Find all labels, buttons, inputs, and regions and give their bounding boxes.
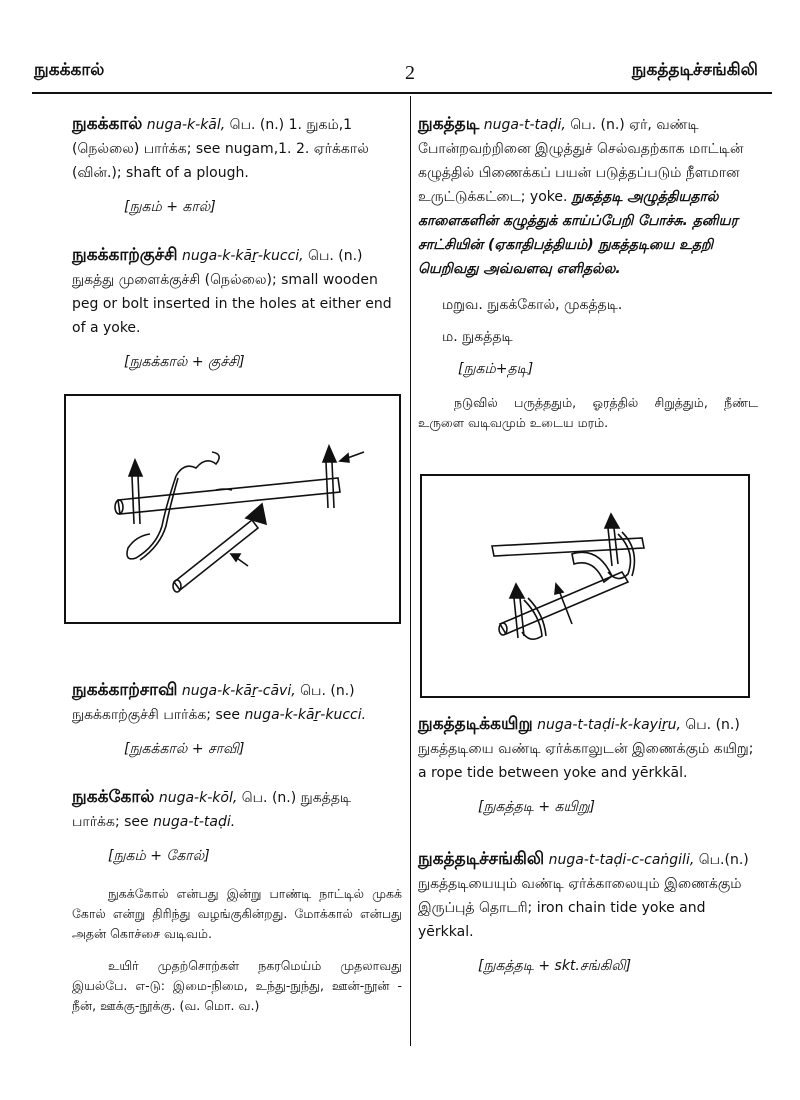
- header-rule: [32, 92, 772, 94]
- entry-nugattadikkayiru: [418, 712, 758, 785]
- transliteration: nuga-t-taḍi-k-kayiṟu,: [537, 717, 681, 733]
- headword: நுகக்காற்சாவி: [72, 680, 178, 700]
- transliteration: nuga-t-taḍi-c-caṅgili,: [548, 852, 695, 868]
- see-reference: nuga-k-kāṟ-kucci.: [244, 707, 367, 723]
- synonyms: மறுவ. நுகக்கோல், முகத்தடி.: [442, 297, 623, 313]
- entry-nugakkarkucci: [72, 243, 402, 340]
- transliteration: nuga-k-kāl,: [146, 117, 226, 133]
- headword: நுகக்காற்குச்சி: [72, 245, 178, 265]
- definition: பெ. (n.) நுகத்து முளைக்குச்சி (நெல்லை); small wooden peg or bolt inserted in the holes at either end of a yoke.: [72, 248, 392, 336]
- usage-note: நுகக்கோல் என்பது இன்று பாண்டி நாட்டில் முகக் கோல் என்று திரிந்து வழங்குகின்றது. மோக்கால் என்பது அதன் கொச்சை வடிவம்.: [72, 886, 402, 941]
- running-head-left: நுகக்கால்: [34, 60, 105, 80]
- yoke-peg-drawing: [66, 396, 399, 622]
- headword: நுகத்தடி: [418, 114, 480, 134]
- etymology: [நுகத்தடி + skt.சங்கிலி]: [478, 958, 632, 974]
- column-divider: [410, 96, 411, 1046]
- entry-nugakkol: [72, 785, 402, 834]
- etymology: [நுகம்+தடி]: [458, 361, 534, 377]
- malayalam-cognate: ம. நுகத்தடி: [442, 329, 513, 345]
- left-column: [72, 112, 402, 1013]
- running-head-right: நுகத்தடிச்சங்கிலி: [631, 60, 758, 80]
- page-number: 2: [405, 62, 415, 84]
- headword: நுகக்கோல்: [72, 787, 155, 807]
- entry-nugakkal: [72, 112, 402, 185]
- yoke-rope-illustration: [420, 474, 750, 698]
- definition: பெ. (n.) நுகத்தடி பார்க்க; see: [72, 790, 352, 830]
- headword: நுகத்தடிக்கயிறு: [418, 714, 533, 734]
- definition: பெ. (n.) 1. நுகம்,1 (நெல்லை) பார்க்க; see nugam,1. 2. ஏர்க்கால் (வின்.); shaft of a plough.: [72, 117, 369, 181]
- headword: நுகக்கால்: [72, 114, 143, 134]
- entry-nugattadi: [418, 112, 758, 281]
- etymology: [நுகம் + கோல்]: [108, 848, 210, 864]
- usage-note: நடுவில் பருத்ததும், ஓரத்தில் சிறுத்தும், நீண்ட உருளை வடிவமும் உடைய மரம்.: [418, 395, 758, 430]
- etymology: [நுகக்கால் + குச்சி]: [124, 354, 245, 370]
- transliteration: nuga-k-kāṟ-cāvi,: [181, 683, 296, 699]
- yoke-peg-illustration: [64, 394, 401, 624]
- etymology: [நுகம் + கால்]: [124, 199, 216, 215]
- see-reference: nuga-t-taḍi.: [153, 814, 236, 830]
- entry-nugattadiccangili: [418, 847, 758, 944]
- definition: பெ. (n.) நுகத்தடியை வண்டி ஏர்க்காலுடன் இணைக்கும் கயிறு; a rope tide between yoke and yērkkāl.: [418, 717, 754, 781]
- etymology: [நுகக்கால் + சாவி]: [124, 741, 245, 757]
- etymology: [நுகத்தடி + கயிறு]: [478, 799, 596, 815]
- definition: பெ.(n.) நுகத்தடியையும் வண்டி ஏர்க்காலையும் இணைக்கும் இருப்புத் தொடரி; iron chain tide yoke and yērkkal.: [418, 852, 749, 940]
- usage-note: உயிர் முதற்சொற்கள் நகரமெய்ம் முதலாவது இயல்பே. எ-டு: இமை-நிமை, உந்து-நுந்து, ஊன்-நூன் - நீன், ஊக்கு-நூக்கு. (வ. மொ. வ.): [72, 958, 402, 1013]
- headword: நுகத்தடிச்சங்கிலி: [418, 849, 545, 869]
- usage-example: நுகத்தடி அழுத்தியதால் காளைகளின் கழுத்துக் காய்ப்பேறி போச்சு. தனியர சாட்சியின் (ஏகாதிபத்தியம்) நுகத்தடியை உதறி யெறிவது அவ்வளவு எளிதல்ல.: [418, 189, 738, 277]
- yoke-rope-drawing: [422, 476, 748, 696]
- entry-nugakkarcavi: [72, 678, 402, 727]
- definition: பெ. (n.) நுகக்காற்குச்சி பார்க்க; see: [72, 683, 355, 723]
- right-column: [418, 112, 758, 974]
- transliteration: nuga-t-taḍi,: [483, 117, 566, 133]
- transliteration: nuga-k-kāṟ-kucci,: [181, 248, 304, 264]
- definition: பெ. (n.) ஏர், வண்டி போன்றவற்றினை இழுத்துச் செல்வதற்காக மாட்டின் கழுத்தில் பிணைக்கப் பயன் படுத்தப்படும் நீளமான உருட்டுக்கட்டை; yoke.: [418, 117, 744, 205]
- transliteration: nuga-k-kōl,: [158, 790, 238, 806]
